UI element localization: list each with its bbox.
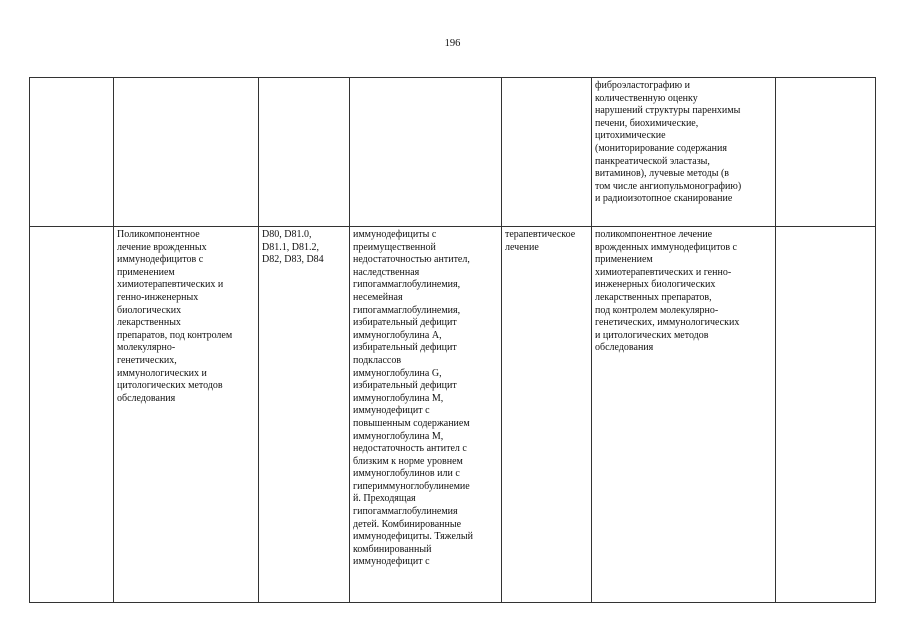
table-cell: [502, 78, 592, 227]
page-number: 196: [444, 38, 461, 49]
table-row: [30, 227, 876, 603]
table-cell: [114, 78, 259, 227]
icd-codes-cell: D80, D81.0, D81.1, D81.2, D82, D83, D84: [259, 227, 350, 603]
treatment-type-cell: терапевтическое лечение: [502, 227, 592, 603]
treatment-table: [29, 77, 876, 603]
treatment-methods-cell: фиброэластографию и количественную оценку нарушений структуры паренхимы печени, биохимические, цитохимические (мониторирование содержания панкреатической эластазы, витаминов), лучевые методы (в том числе ангиопульмонографию) и радиоизотопное сканирование: [592, 78, 776, 227]
diagnosis-cell: иммунодефициты с преимущественной недостаточностью антител, наследственная гипогаммаглобулинемия, несемейная гипогаммаглобулинемия, избирательный дефицит иммуноглобулина A, избирательный дефицит подклассов иммуноглобулина G, избирательный дефицит иммуноглобулина M, иммунодефицит с повышенным содержанием иммуноглобулина M, недостаточность антител с близким к норме уровнем иммуноглобулинов или с гипериммуноглобулинемие й. Преходящая гипогаммаглобулинемия детей. Комбинированные иммунодефициты. Тяжелый комбинированный иммунодефицит с: [350, 227, 502, 603]
table-cell: [776, 78, 876, 227]
table-row: [30, 78, 876, 227]
care-profile-cell: Поликомпонентное лечение врожденных иммунодефицитов с применением химиотерапевтических и генно-инженерных биологических лекарственных препаратов, под контролем молекулярно- генетических, иммунологических и цитологических методов обследования: [114, 227, 259, 603]
table-cell: [259, 78, 350, 227]
table-cell: [30, 78, 114, 227]
treatment-methods-cell: поликомпонентное лечение врожденных иммунодефицитов с применением химиотерапевтических и генно- инженерных биологических лекарственных препаратов, под контролем молекулярно- генетических, иммунологических и цитологических методов обследования: [592, 227, 776, 603]
table-cell: [776, 227, 876, 603]
table-cell: [350, 78, 502, 227]
table-cell: [30, 227, 114, 603]
